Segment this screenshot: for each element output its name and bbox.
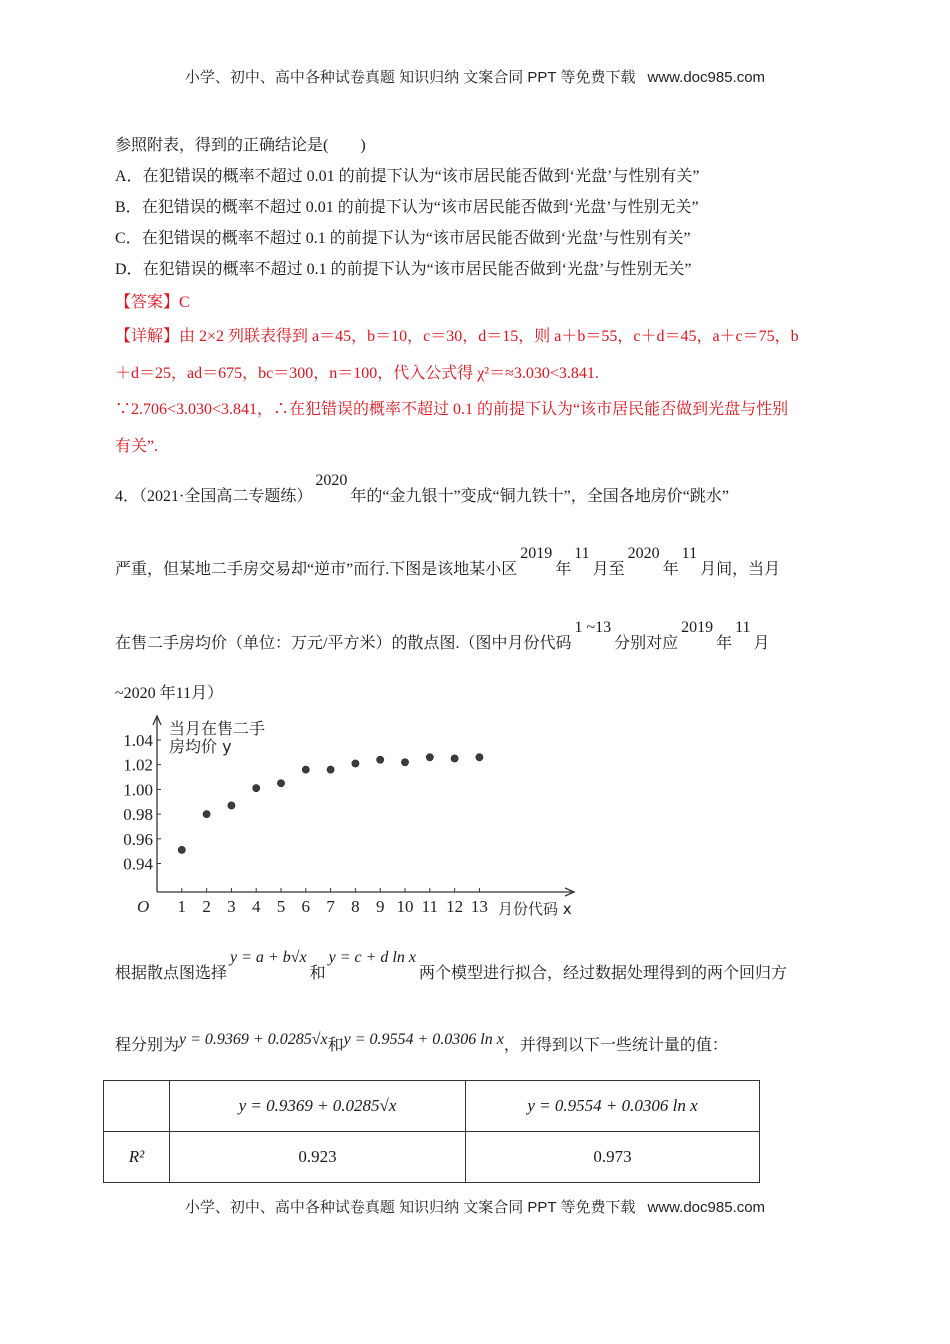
option-c-text: 在犯错误的概率不超过 0.1 的前提下认为“该市居民能否做到‘光盘’与性别有关” — [141, 230, 691, 247]
q4-line-5-text: 根据散点图选择 — [115, 965, 228, 982]
data-point — [228, 802, 235, 809]
chart-points — [178, 754, 483, 854]
header-banner-text: 小学、初中、高中各种试卷真题 知识归纳 文案合同 PPT 等免费下载 — [184, 69, 636, 86]
option-b-text: 在犯错误的概率不超过 0.01 的前提下认为“该市居民能否做到‘光盘’与性别无关” — [141, 199, 699, 216]
option-b — [115, 198, 699, 218]
stats-table-row — [104, 1132, 760, 1183]
y-tick-label: 1.04 — [123, 731, 153, 750]
q4-month-11: 11 — [574, 545, 590, 562]
q4-line-1-text: 年的“金九银十”变成“铜九铁十”，全国各地房价“跳水” — [350, 488, 729, 505]
x-tick-label: 9 — [375, 897, 385, 916]
q4-line-2-text: 严重，但某地二手房交易却“逆市”而行.下图是该地某小区 — [115, 561, 518, 578]
option-a-letter: A． — [115, 168, 143, 185]
y-tick-label: 1.00 — [123, 780, 153, 800]
stats-table — [103, 1080, 760, 1183]
regression-eq-ln: y = 0.9554 + 0.0306 ln x — [343, 1031, 504, 1048]
q4-line-3 — [115, 619, 770, 654]
q4-line-1 — [115, 472, 729, 507]
explanation-line-3: ∵2.706<3.030<3.841，∴在犯错误的概率不超过 0.1 的前提下认为“该市居民能否做到光盘与性别 — [115, 401, 789, 418]
x-axis-title: 月份代码 x — [498, 900, 572, 918]
q4-line-2 — [115, 545, 781, 580]
q4-line-3-text: 在售二手房均价（单位：万元/平方米）的散点图.（图中月份代码 — [115, 635, 572, 652]
footer-banner — [0, 1196, 950, 1217]
x-tick-label: 2 — [202, 897, 211, 916]
q4-line-3-mid: 分别对应 — [614, 635, 679, 652]
q4-line-3-suffix: 月 — [753, 635, 770, 652]
stats-header-model-sqrt: y = 0.9369 + 0.0285√x — [170, 1081, 466, 1132]
y-axis-title-line2: 房均价 y — [169, 737, 232, 756]
q4-line-3-year: 2019 — [681, 619, 714, 636]
stats-table-header-row — [104, 1081, 760, 1132]
q4-line-2-suffix: 月间，当月 — [700, 561, 781, 578]
header-banner — [0, 66, 950, 87]
x-tick-label: 7 — [326, 897, 335, 916]
stats-r2-sqrt: 0.923 — [170, 1132, 466, 1183]
question-stem: 参照附表，得到的正确结论是( ) — [115, 137, 366, 154]
q4-year-2020b: 2020 — [627, 545, 660, 562]
y-tick-label: 0.96 — [123, 829, 153, 849]
x-tick-label: 1 — [177, 897, 187, 916]
explanation-text-1: 由 2×2 列联表得到 a＝45，b＝10，c＝30，d＝15，则 a＋b＝55，c＋d＝45，a＋c＝75，b — [179, 328, 799, 345]
q4-line-6-suffix: ，并得到以下一些统计量的值： — [503, 1037, 728, 1054]
x-tick-label: 8 — [351, 897, 360, 916]
q4-line-6-text: 程分别为 — [115, 1037, 180, 1054]
data-point — [327, 766, 334, 773]
y-tick-label: 1.02 — [123, 755, 153, 775]
x-tick-label: 10 — [396, 897, 414, 916]
q4-line-4: ~2020 年11月） — [115, 685, 224, 702]
q4-month-11b: 11 — [681, 545, 698, 562]
regression-eq-sqrt: y = 0.9369 + 0.0285√x — [179, 1031, 328, 1048]
data-point — [451, 755, 458, 762]
stats-r2-ln: 0.973 — [466, 1132, 760, 1183]
q4-nian: 年 — [555, 561, 572, 578]
origin-label: O — [137, 897, 150, 916]
footer-banner-url[interactable]: www.doc985.com — [647, 1199, 766, 1216]
stats-header-model-ln: y = 0.9554 + 0.0306 ln x — [466, 1081, 760, 1132]
q4-nian-2: 年 — [662, 561, 679, 578]
x-tick-label: 5 — [276, 897, 286, 916]
x-tick-label: 6 — [301, 897, 311, 916]
q4-line-5-suffix: 两个模型进行拟合，经过数据处理得到的两个回归方 — [418, 965, 787, 982]
explanation-line-1 — [115, 327, 799, 347]
header-banner-url[interactable]: www.doc985.com — [647, 69, 766, 86]
explanation-line-2: ＋d＝25，ad＝675，bc＝300，n＝100，代入公式得 χ²＝≈3.030<3.841. — [115, 365, 599, 382]
q4-line-6 — [115, 1031, 728, 1056]
answer-value: C — [179, 294, 190, 311]
data-point — [203, 811, 210, 818]
y-axis-title-line1: 当月在售二手 — [169, 719, 266, 738]
data-point — [401, 759, 408, 766]
y-tick-label: 0.94 — [123, 854, 153, 874]
q4-year-2019: 2019 — [520, 545, 553, 562]
q4-line-3-nian: 年 — [716, 635, 733, 652]
y-tick-label: 0.98 — [123, 805, 153, 825]
data-point — [426, 754, 433, 761]
q4-he: 和 — [309, 965, 326, 982]
explanation-line-4: 有关”. — [115, 438, 159, 455]
option-d-text: 在犯错误的概率不超过 0.1 的前提下认为“该市居民能否做到‘光盘’与性别无关” — [142, 261, 692, 278]
option-c-letter: C． — [115, 230, 142, 247]
footer-banner-text: 小学、初中、高中各种试卷真题 知识归纳 文案合同 PPT 等免费下载 — [184, 1199, 636, 1216]
option-a — [115, 167, 699, 187]
option-d — [115, 260, 691, 280]
option-c — [115, 229, 691, 249]
model-sqrt: y = a + b√x — [230, 949, 307, 966]
q4-zhi: 月至 — [592, 561, 625, 578]
explanation-label: 【详解】 — [115, 328, 180, 345]
x-tick-label: 12 — [446, 897, 464, 916]
q4-he-2: 和 — [327, 1037, 344, 1054]
data-point — [302, 766, 309, 773]
q4-number-source: 4．（2021·全国高二专题练） — [115, 488, 313, 505]
answer-line — [115, 293, 190, 313]
q4-line-5 — [115, 949, 787, 984]
data-point — [476, 754, 483, 761]
answer-label: 【答案】 — [115, 294, 180, 311]
q4-line-3-month: 11 — [735, 619, 751, 636]
x-tick-label: 11 — [421, 897, 438, 916]
model-ln: y = c + d ln x — [328, 949, 416, 966]
data-point — [277, 780, 284, 787]
data-point — [253, 785, 260, 792]
x-tick-label: 3 — [227, 897, 236, 916]
data-point — [352, 760, 359, 767]
q4-month-code-range: 1 ~13 — [574, 619, 612, 636]
scatter-chart — [110, 710, 590, 920]
data-point — [178, 846, 185, 853]
q4-year-2020: 2020 — [315, 472, 348, 489]
x-tick-label: 4 — [251, 897, 261, 916]
option-d-letter: D． — [115, 261, 143, 278]
chart-labels — [137, 719, 572, 918]
data-point — [377, 756, 384, 763]
stats-header-empty — [104, 1081, 170, 1132]
option-a-text: 在犯错误的概率不超过 0.01 的前提下认为“该市居民能否做到‘光盘’与性别有关” — [142, 168, 700, 185]
stats-row-label-r2: R² — [104, 1132, 170, 1183]
option-b-letter: B． — [115, 199, 142, 216]
x-tick-label: 13 — [470, 897, 488, 916]
